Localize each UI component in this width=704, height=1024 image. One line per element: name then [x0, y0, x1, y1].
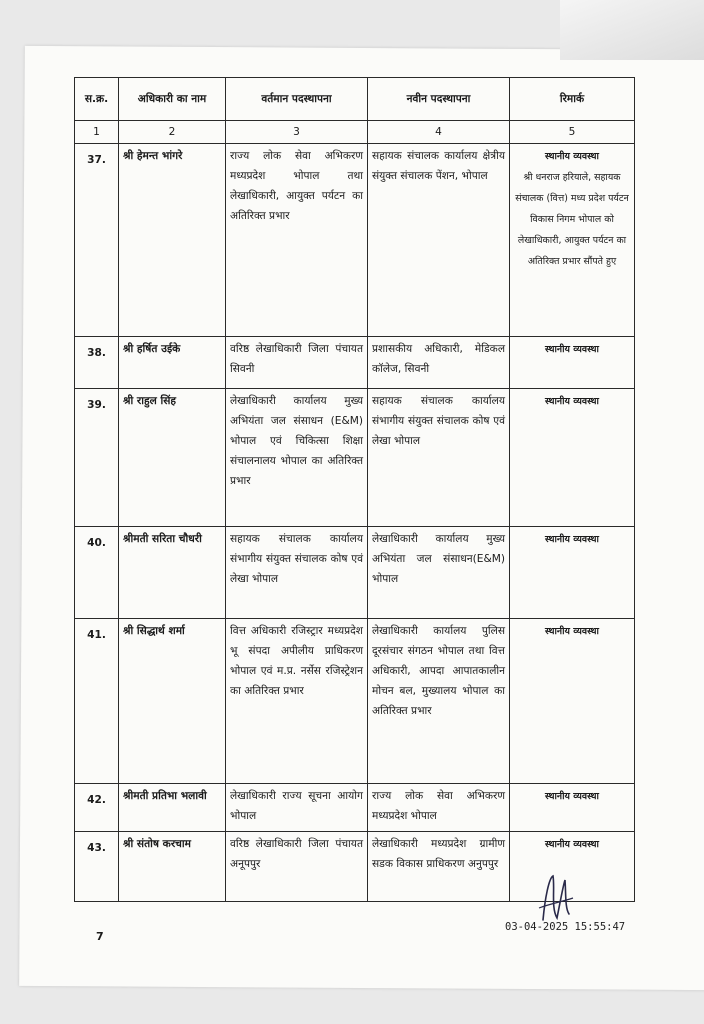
new-posting: प्रशासकीय अधिकारी, मेडिकल कॉलेज, सिवनी — [368, 337, 510, 389]
current-posting: वरिष्ठ लेखाधिकारी जिला पंचायत सिवनी — [226, 337, 368, 389]
table-row — [75, 619, 635, 784]
row-serial: 40. — [75, 527, 119, 619]
remark-text: स्थानीय व्यवस्था — [545, 396, 599, 407]
new-posting: लेखाधिकारी कार्यालय मुख्य अभियंता जल संसाधन(E&M) भोपाल — [368, 527, 510, 619]
remark-note: श्री धनराज हरियाले, सहायक संचालक (वित्त) मध्य प्रदेश पर्यटन विकास निगम भोपाल को लेखाधिकारी, आयुक्त पर्यटन का अतिरिक्त प्रभार सौंपते हुए — [515, 172, 629, 267]
col-number: 4 — [368, 121, 510, 144]
col-number: 5 — [510, 121, 635, 144]
current-posting: लेखाधिकारी कार्यालय मुख्य अभियंता जल संसाधन (E&M) भोपाल एवं चिकित्सा शिक्षा संचालनालय भोपाल का अतिरिक्त प्रभार — [226, 389, 368, 527]
new-posting: लेखाधिकारी मध्यप्रदेश ग्रामीण सडक विकास प्राधिकरण अनुपपुर — [368, 832, 510, 902]
header-remark: रिमार्क — [510, 78, 635, 121]
officer-name: श्रीमती प्रतिभा भलावी — [119, 784, 226, 832]
table-header-row — [75, 78, 635, 121]
current-posting: वरिष्ठ लेखाधिकारी जिला पंचायत अनूपपुर — [226, 832, 368, 902]
signature-mark — [535, 868, 575, 928]
table-row — [75, 144, 635, 337]
officer-name: श्री हेमन्त भांगरे — [119, 144, 226, 337]
table-row — [75, 527, 635, 619]
officer-name: श्री संतोष करचाम — [119, 832, 226, 902]
officer-name: श्री सिद्धार्थ शर्मा — [119, 619, 226, 784]
remark-cell — [510, 337, 635, 389]
remark-text: स्थानीय व्यवस्था — [545, 151, 599, 162]
remark-text: स्थानीय व्यवस्था — [545, 626, 599, 637]
table-row — [75, 337, 635, 389]
digital-signature-timestamp: 03-04-2025 15:55:47 — [505, 921, 626, 933]
row-serial: 39. — [75, 389, 119, 527]
transfer-table — [74, 77, 635, 902]
col-number: 2 — [119, 121, 226, 144]
remark-text: स्थानीय व्यवस्था — [545, 839, 599, 850]
row-serial: 38. — [75, 337, 119, 389]
remark-text: स्थानीय व्यवस्था — [545, 534, 599, 545]
remark-cell — [510, 619, 635, 784]
officer-name: श्री हर्षित उईके — [119, 337, 226, 389]
column-number-row — [75, 121, 635, 144]
new-posting: सहायक संचालक कार्यालय क्षेत्रीय संयुक्त संचालक पेंशन, भोपाल — [368, 144, 510, 337]
officer-name: श्री राहुल सिंह — [119, 389, 226, 527]
officer-name: श्रीमती सरिता चौधरी — [119, 527, 226, 619]
table-row — [75, 784, 635, 832]
new-posting: सहायक संचालक कार्यालय संभागीय संयुक्त संचालक कोष एवं लेखा भोपाल — [368, 389, 510, 527]
col-number: 3 — [226, 121, 368, 144]
header-serial: स.क्र. — [75, 78, 119, 121]
new-posting: राज्य लोक सेवा अभिकरण मध्यप्रदेश भोपाल — [368, 784, 510, 832]
row-serial: 43. — [75, 832, 119, 902]
current-posting: सहायक संचालक कार्यालय संभागीय संयुक्त संचालक कोष एवं लेखा भोपाल — [226, 527, 368, 619]
remark-text: स्थानीय व्यवस्था — [545, 344, 599, 355]
row-serial: 42. — [75, 784, 119, 832]
new-posting: लेखाधिकारी कार्यालय पुलिस दूरसंचार संगठन भोपाल तथा वित्त अधिकारी, आपदा आपातकालीन मोचन बल, मुख्यालय भोपाल का अतिरिक्त प्रभार — [368, 619, 510, 784]
remark-text: स्थानीय व्यवस्था — [545, 791, 599, 802]
row-serial: 41. — [75, 619, 119, 784]
current-posting: राज्य लोक सेवा अभिकरण मध्यप्रदेश भोपाल तथा लेखाधिकारी, आयुक्त पर्यटन का अतिरिक्त प्रभार — [226, 144, 368, 337]
remark-cell — [510, 389, 635, 527]
remark-cell — [510, 144, 635, 337]
page-number: 7 — [96, 930, 104, 943]
table-row — [75, 389, 635, 527]
remark-cell — [510, 784, 635, 832]
current-posting: लेखाधिकारी राज्य सूचना आयोग भोपाल — [226, 784, 368, 832]
col-number: 1 — [75, 121, 119, 144]
header-current-posting: वर्तमान पदस्थापना — [226, 78, 368, 121]
header-officer-name: अधिकारी का नाम — [119, 78, 226, 121]
current-posting: वित्त अधिकारी रजिस्ट्रार मध्यप्रदेश भू संपदा अपीलीय प्राधिकरण भोपाल एवं म.प्र. नर्सेस रजिस्ट्रेशन का अतिरिक्त प्रभार — [226, 619, 368, 784]
page-corner-shadow — [560, 0, 704, 60]
remark-cell — [510, 527, 635, 619]
header-new-posting: नवीन पदस्थापना — [368, 78, 510, 121]
row-serial: 37. — [75, 144, 119, 337]
